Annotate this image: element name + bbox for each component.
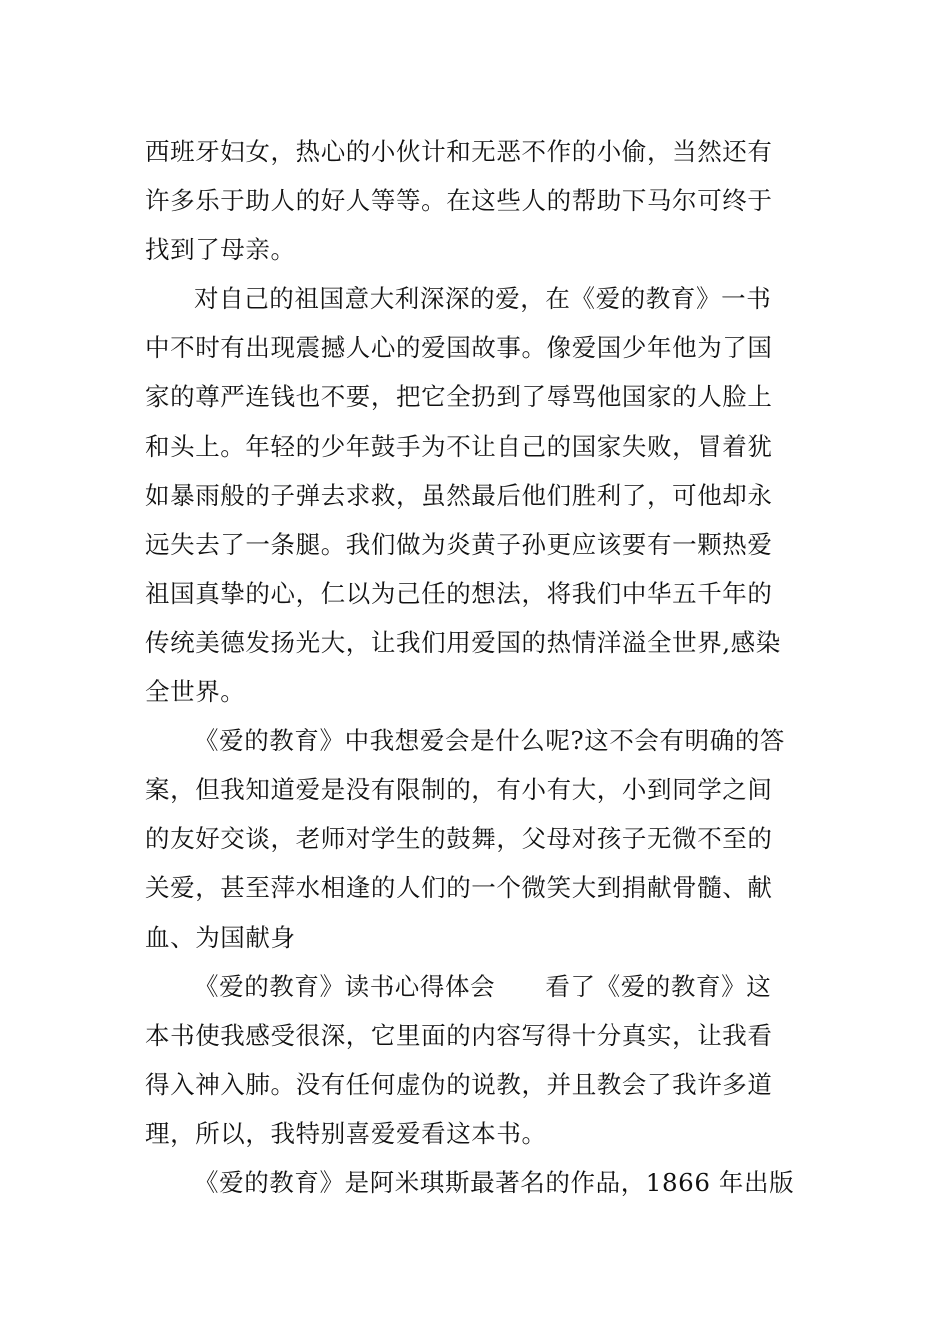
text-line: 案，但我知道爱是没有限制的，有小有大，小到同学之间 xyxy=(145,775,773,805)
text-line: 关爱，甚至萍水相逢的人们的一个微笑大到捐献骨髓、献 xyxy=(145,873,773,903)
paragraph-5 xyxy=(145,1158,807,1207)
text-line: 祖国真挚的心，仁以为己任的想法，将我们中华五千年的 xyxy=(145,578,773,608)
text-line: 传统美德发扬光大，让我们用爱国的热情洋溢全世界,感染 xyxy=(145,627,781,657)
text-line: 全世界。 xyxy=(145,677,246,707)
text-line: 中不时有出现震撼人心的爱国故事。像爱国少年他为了国 xyxy=(145,333,773,363)
text-line: 找到了母亲。 xyxy=(145,235,296,265)
text-line: 对自己的祖国意大利深深的爱，在《爱的教育》一书 xyxy=(194,284,772,314)
text-line: 《爱的教育》读书心得体会 看了《爱的教育》这 xyxy=(194,971,772,1001)
text-line: 远失去了一条腿。我们做为炎黄子孙更应该要有一颗热爱 xyxy=(145,529,773,559)
text-line: 和头上。年轻的少年鼓手为不让自己的国家失败，冒着犹 xyxy=(145,431,773,461)
text-line: 的友好交谈，老师对学生的鼓舞，父母对孩子无微不至的 xyxy=(145,824,773,854)
text-line: 许多乐于助人的好人等等。在这些人的帮助下马尔可终于 xyxy=(145,186,773,216)
paragraph-2 xyxy=(145,274,807,716)
text-line: 家的尊严连钱也不要，把它全扔到了辱骂他国家的人脸上 xyxy=(145,382,773,412)
paragraph-4 xyxy=(145,962,807,1158)
paragraph-3 xyxy=(145,716,807,961)
text-line: 如暴雨般的子弹去求救，虽然最后他们胜利了，可他却永 xyxy=(145,480,773,510)
text-line: 本书使我感受很深，它里面的内容写得十分真实，让我看 xyxy=(145,1020,773,1050)
body-text xyxy=(145,127,807,1207)
text-line: 《爱的教育》是阿米琪斯最著名的作品，1866 年出版 xyxy=(194,1167,795,1197)
paragraph-1 xyxy=(145,127,807,274)
text-line: 得入神入肺。没有任何虚伪的说教，并且教会了我许多道 xyxy=(145,1069,773,1099)
text-line: 血、为国献身 xyxy=(145,922,296,952)
text-line: 西班牙妇女，热心的小伙计和无恶不作的小偷，当然还有 xyxy=(145,137,773,166)
text-line: 《爱的教育》中我想爱会是什么呢?这不会有明确的答 xyxy=(194,726,786,756)
text-line: 理，所以，我特别喜爱爱看这本书。 xyxy=(145,1118,547,1148)
